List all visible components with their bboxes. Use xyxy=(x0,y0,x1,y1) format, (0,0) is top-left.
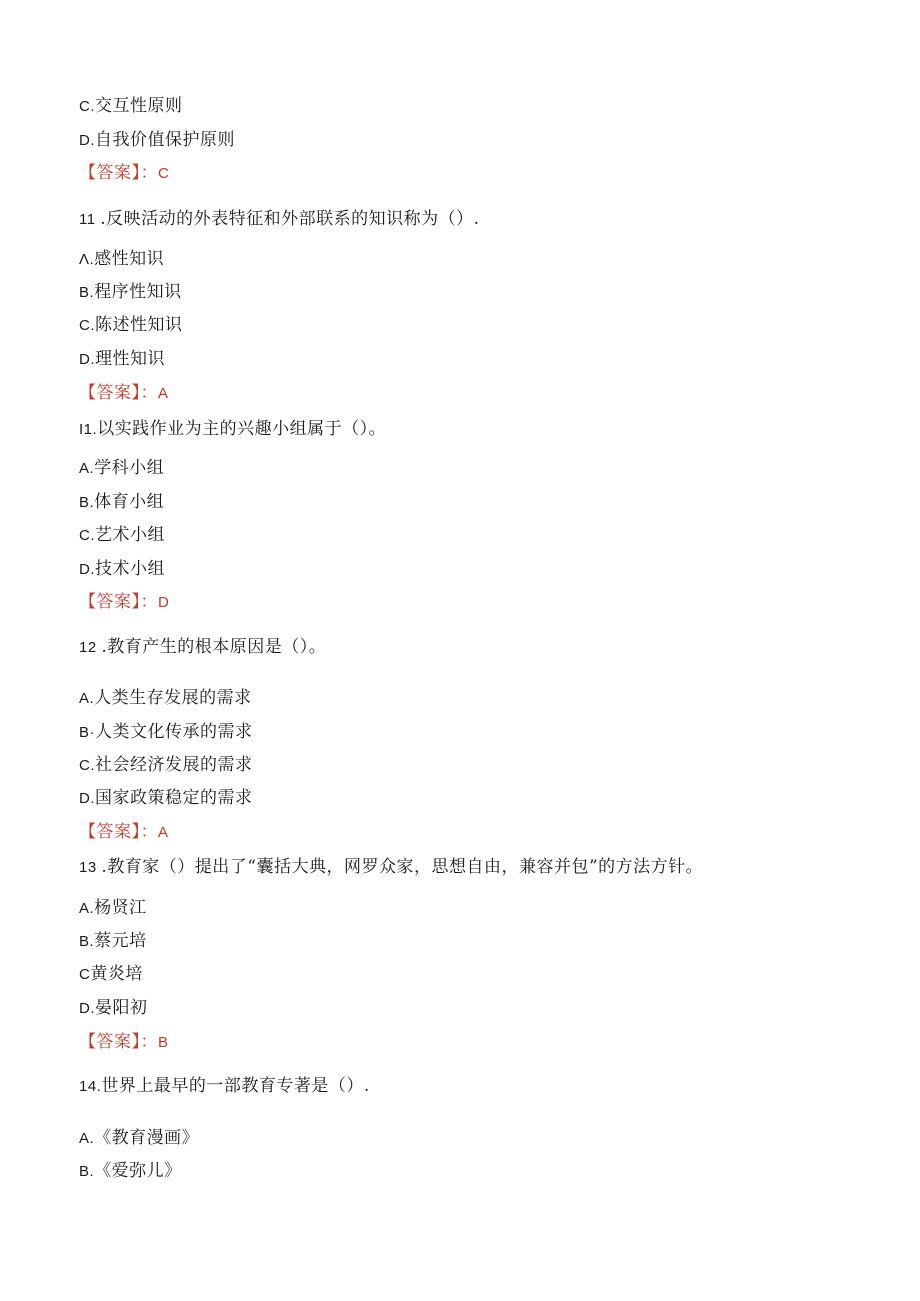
option-prefix: D. xyxy=(79,351,95,368)
answer-value: A xyxy=(158,385,169,402)
question-text: 世界上最早的一部教育专著是（）. xyxy=(101,1076,370,1096)
option-d xyxy=(79,558,165,581)
answer-line xyxy=(79,1031,169,1054)
question-i1 xyxy=(79,418,386,441)
option-a xyxy=(79,248,164,271)
option-text: 技术小组 xyxy=(95,559,165,579)
option-d xyxy=(79,348,165,371)
option-prefix: D. xyxy=(79,561,95,578)
option-b xyxy=(79,930,147,953)
option-text: 杨贤江 xyxy=(94,898,147,918)
option-text: 蔡元培 xyxy=(94,931,147,951)
option-text: 体育小组 xyxy=(94,492,165,512)
answer-label: 【答案】： xyxy=(79,822,158,842)
question-number: 13 xyxy=(79,859,102,876)
option-text: 陈述性知识 xyxy=(95,315,183,335)
question-text: .教育产生的根本原因是（）。 xyxy=(101,637,327,657)
answer-line xyxy=(79,162,169,185)
question-text: .反映活动的外表特征和外部联系的知识称为（）. xyxy=(100,209,480,229)
option-prefix: C. xyxy=(79,317,95,334)
option-a xyxy=(79,457,164,480)
option-prefix: D. xyxy=(79,132,95,149)
option-text: 程序性知识 xyxy=(94,282,182,302)
question-number: 14. xyxy=(79,1078,102,1095)
option-text: 《教育漫画》 xyxy=(94,1128,200,1148)
option-text: 艺术小组 xyxy=(95,525,165,545)
option-text: 黄炎培 xyxy=(90,964,143,984)
question-number: I1. xyxy=(79,421,98,438)
option-prefix: C. xyxy=(79,98,95,115)
option-c xyxy=(79,754,253,777)
answer-label: 【答案】： xyxy=(79,592,158,612)
option-text: 《爱弥儿》 xyxy=(94,1161,182,1181)
option-text: 国家政策稳定的需求 xyxy=(95,788,253,808)
question-text: 以实践作业为主的兴趣小组属于（）。 xyxy=(97,419,387,439)
option-prefix: C. xyxy=(79,527,95,544)
option-prefix: D. xyxy=(79,790,95,807)
option-text: 理性知识 xyxy=(95,349,165,369)
answer-label: 【答案】： xyxy=(79,383,158,403)
option-a xyxy=(79,1127,199,1150)
option-text: 人类生存发展的需求 xyxy=(94,688,252,708)
answer-value: C xyxy=(158,165,170,182)
option-b xyxy=(79,491,164,514)
answer-line xyxy=(79,821,169,844)
option-text: 学科小组 xyxy=(94,458,165,478)
option-d xyxy=(79,787,253,810)
option-prefix: B. xyxy=(79,494,95,511)
option-text: 社会经济发展的需求 xyxy=(95,755,253,775)
question-text: .教育家（）提出了“囊括大典，网罗众家，思想自由，兼容并包”的方法方针。 xyxy=(101,857,704,877)
option-c xyxy=(79,95,183,118)
option-a xyxy=(79,687,252,710)
option-prefix: A. xyxy=(79,900,95,917)
question-11 xyxy=(79,208,480,231)
option-a xyxy=(79,897,147,920)
answer-value: A xyxy=(158,824,169,841)
option-prefix: C xyxy=(79,966,91,983)
answer-label: 【答案】： xyxy=(79,1032,158,1052)
option-b xyxy=(79,281,182,304)
option-prefix: A. xyxy=(79,460,95,477)
option-prefix: A. xyxy=(79,690,95,707)
question-14 xyxy=(79,1075,370,1098)
option-b xyxy=(79,721,253,744)
option-text: 人类文化传承的需求 xyxy=(95,722,253,742)
option-prefix: D. xyxy=(79,1000,95,1017)
option-b xyxy=(79,1160,182,1183)
option-d xyxy=(79,129,235,152)
option-d xyxy=(79,997,148,1020)
option-prefix: B· xyxy=(79,724,95,741)
option-prefix: B. xyxy=(79,284,95,301)
question-13 xyxy=(79,856,703,879)
option-text: 晏阳初 xyxy=(95,998,148,1018)
question-number: 11 xyxy=(79,211,101,228)
answer-label: 【答案】： xyxy=(79,163,158,183)
option-c xyxy=(79,963,143,986)
answer-value: D xyxy=(158,594,170,611)
option-prefix: C. xyxy=(79,757,95,774)
option-c xyxy=(79,314,183,337)
option-text: 自我价值保护原则 xyxy=(95,130,235,150)
question-number: 12 xyxy=(79,639,102,656)
question-12 xyxy=(79,636,326,659)
option-text: 感性知识 xyxy=(94,249,165,269)
option-prefix: B. xyxy=(79,1163,95,1180)
option-prefix: A. xyxy=(79,1130,95,1147)
option-prefix: Λ. xyxy=(79,251,95,268)
answer-value: B xyxy=(158,1034,169,1051)
option-c xyxy=(79,524,165,547)
option-prefix: B. xyxy=(79,933,95,950)
option-text: 交互性原则 xyxy=(95,96,183,116)
answer-line xyxy=(79,591,169,614)
answer-line xyxy=(79,382,169,405)
